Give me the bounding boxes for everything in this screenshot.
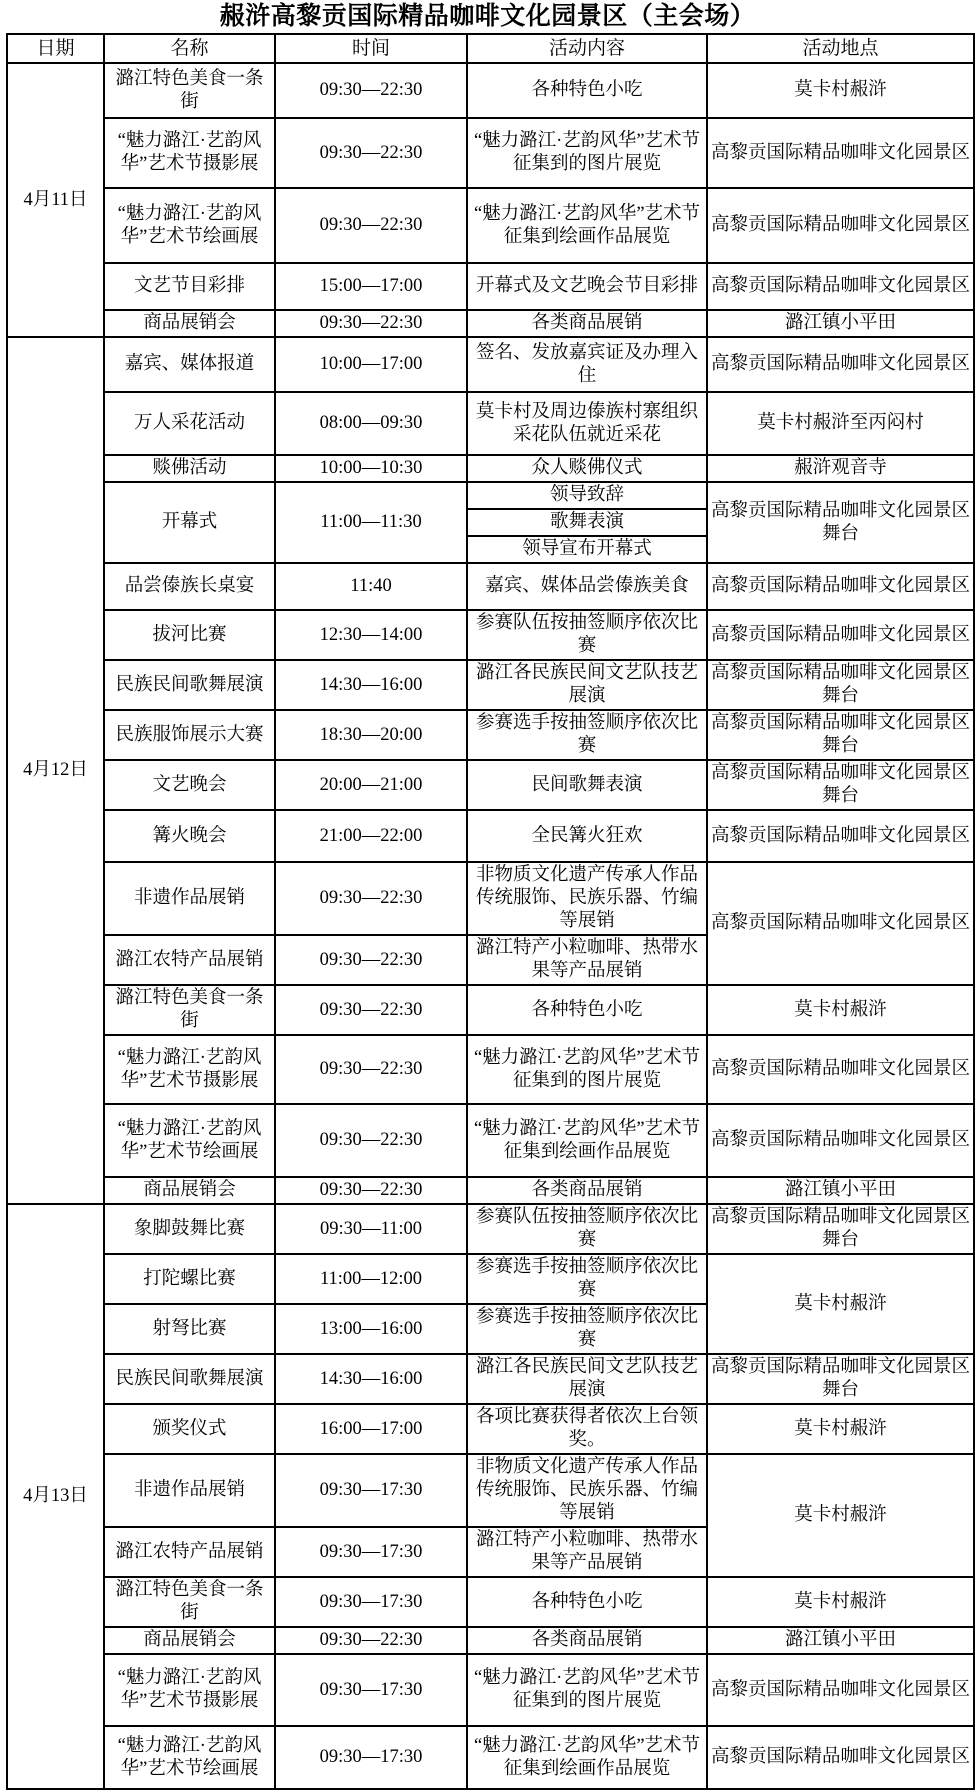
- time-cell: 09:30—22:30: [275, 862, 467, 935]
- location-cell: 莫卡村赧浒: [707, 985, 974, 1035]
- content-cell: 各类商品展销: [467, 310, 707, 337]
- time-cell: 12:30—14:00: [275, 610, 467, 660]
- location-cell: 莫卡村赧浒: [707, 1404, 974, 1454]
- name-cell: 打陀螺比赛: [104, 1254, 275, 1304]
- content-cell: 各种特色小吃: [467, 63, 707, 118]
- content-cell: 参赛选手按抽签顺序依次比赛: [467, 1304, 707, 1354]
- name-cell: “魅力潞江·艺韵风华”艺术节摄影展: [104, 118, 275, 188]
- table-row: [7, 310, 974, 337]
- content-cell: 各类商品展销: [467, 1627, 707, 1654]
- name-cell: 潞江农特产品展销: [104, 1527, 275, 1577]
- content-cell: 众人赕佛仪式: [467, 455, 707, 482]
- location-cell: 高黎贡国际精品咖啡文化园景区: [707, 1035, 974, 1104]
- name-cell: 文艺节目彩排: [104, 263, 275, 310]
- name-cell: 文艺晚会: [104, 760, 275, 810]
- name-cell: 射弩比赛: [104, 1304, 275, 1354]
- name-cell: 商品展销会: [104, 310, 275, 337]
- schedule-table-body: [7, 63, 974, 1789]
- table-row: [7, 760, 974, 810]
- time-cell: 09:30—22:30: [275, 985, 467, 1035]
- table-row: [7, 563, 974, 610]
- content-subcell: 领导宣布开幕式: [467, 536, 707, 563]
- table-row: [7, 455, 974, 482]
- location-cell: 高黎贡国际精品咖啡文化园景区: [707, 188, 974, 263]
- time-cell: 11:40: [275, 563, 467, 610]
- time-cell: 10:00—10:30: [275, 455, 467, 482]
- content-cell: “魅力潞江·艺韵风华”艺术节征集到绘画作品展览: [467, 188, 707, 263]
- name-cell: 品尝傣族长桌宴: [104, 563, 275, 610]
- col-header-time: 时间: [275, 34, 467, 63]
- table-row: [7, 1404, 974, 1454]
- location-cell: 高黎贡国际精品咖啡文化园景区: [707, 263, 974, 310]
- time-cell: 09:30—22:30: [275, 1627, 467, 1654]
- location-cell: 莫卡村赧浒: [707, 1454, 974, 1577]
- date-cell: 4月13日: [7, 1204, 104, 1789]
- time-cell: 09:30—11:00: [275, 1204, 467, 1254]
- location-cell: 赧浒观音寺: [707, 455, 974, 482]
- content-cell: “魅力潞江·艺韵风华”艺术节征集到的图片展览: [467, 1035, 707, 1104]
- time-cell: 14:30—16:00: [275, 1354, 467, 1404]
- content-cell: 潞江各民族民间文艺队技艺展演: [467, 1354, 707, 1404]
- content-cell: “魅力潞江·艺韵风华”艺术节征集到的图片展览: [467, 1654, 707, 1726]
- location-cell: 莫卡村赧浒: [707, 63, 974, 118]
- schedule-table: [6, 33, 975, 1790]
- content-cell: 签名、发放嘉宾证及办理入住: [467, 337, 707, 392]
- location-cell: 高黎贡国际精品咖啡文化园景区: [707, 610, 974, 660]
- name-cell: 篝火晚会: [104, 810, 275, 862]
- table-row: [7, 1577, 974, 1627]
- table-row: [7, 810, 974, 862]
- name-cell: 嘉宾、媒体报道: [104, 337, 275, 392]
- content-cell: “魅力潞江·艺韵风华”艺术节征集到绘画作品展览: [467, 1104, 707, 1177]
- content-cell: 潞江特产小粒咖啡、热带水果等产品展销: [467, 935, 707, 985]
- table-row: [7, 1726, 974, 1789]
- date-cell: 4月11日: [7, 63, 104, 337]
- name-cell: 潞江特色美食一条街: [104, 985, 275, 1035]
- location-cell: 高黎贡国际精品咖啡文化园景区: [707, 862, 974, 985]
- table-row: [7, 263, 974, 310]
- name-cell: 潞江农特产品展销: [104, 935, 275, 985]
- content-subcell: 歌舞表演: [467, 509, 707, 536]
- content-cell: 非物质文化遗产传承人作品传统服饰、民族乐器、竹编等展销: [467, 1454, 707, 1527]
- location-cell: 高黎贡国际精品咖啡文化园景区: [707, 337, 974, 392]
- location-cell: 潞江镇小平田: [707, 1177, 974, 1204]
- location-cell: 高黎贡国际精品咖啡文化园景区: [707, 810, 974, 862]
- time-cell: 09:30—22:30: [275, 188, 467, 263]
- location-cell: 高黎贡国际精品咖啡文化园景区: [707, 1654, 974, 1726]
- time-cell: 09:30—22:30: [275, 1035, 467, 1104]
- time-cell: 13:00—16:00: [275, 1304, 467, 1354]
- time-cell: 09:30—17:30: [275, 1726, 467, 1789]
- table-row: [7, 482, 974, 509]
- content-cell: 各类商品展销: [467, 1177, 707, 1204]
- content-cell: 非物质文化遗产传承人作品传统服饰、民族乐器、竹编等展销: [467, 862, 707, 935]
- table-row: [7, 1254, 974, 1304]
- schedule-table-header: [7, 34, 974, 63]
- time-cell: 15:00—17:00: [275, 263, 467, 310]
- col-header-location: 活动地点: [707, 34, 974, 63]
- time-cell: 09:30—17:30: [275, 1577, 467, 1627]
- table-row: [7, 862, 974, 935]
- content-cell: 各种特色小吃: [467, 1577, 707, 1627]
- content-cell: 莫卡村及周边傣族村寨组织采花队伍就近采花: [467, 392, 707, 455]
- page-title: 赧浒高黎贡国际精品咖啡文化园景区（主会场）: [219, 2, 756, 30]
- content-cell: 参赛选手按抽签顺序依次比赛: [467, 710, 707, 760]
- location-cell: 高黎贡国际精品咖啡文化园景区舞台: [707, 482, 974, 563]
- location-cell: 莫卡村赧浒至丙闷村: [707, 392, 974, 455]
- name-cell: “魅力潞江·艺韵风华”艺术节摄影展: [104, 1035, 275, 1104]
- time-cell: 08:00—09:30: [275, 392, 467, 455]
- location-cell: 高黎贡国际精品咖啡文化园景区: [707, 1104, 974, 1177]
- table-row: [7, 392, 974, 455]
- content-cell: 开幕式及文艺晚会节目彩排: [467, 263, 707, 310]
- time-cell: 09:30—22:30: [275, 1104, 467, 1177]
- location-cell: 潞江镇小平田: [707, 310, 974, 337]
- time-cell: 09:30—22:30: [275, 63, 467, 118]
- location-cell: 高黎贡国际精品咖啡文化园景区舞台: [707, 760, 974, 810]
- table-row: [7, 1354, 974, 1404]
- time-cell: 18:30—20:00: [275, 710, 467, 760]
- table-row: [7, 1204, 974, 1254]
- time-cell: 09:30—17:30: [275, 1454, 467, 1527]
- content-cell: 参赛队伍按抽签顺序依次比赛: [467, 1204, 707, 1254]
- table-row: [7, 610, 974, 660]
- table-row: [7, 1104, 974, 1177]
- location-cell: 莫卡村赧浒: [707, 1254, 974, 1354]
- location-cell: 潞江镇小平田: [707, 1627, 974, 1654]
- time-cell: 09:30—22:30: [275, 310, 467, 337]
- content-cell: 各项比赛获得者依次上台领奖。: [467, 1404, 707, 1454]
- name-cell: “魅力潞江·艺韵风华”艺术节摄影展: [104, 1654, 275, 1726]
- content-cell: “魅力潞江·艺韵风华”艺术节征集到绘画作品展览: [467, 1726, 707, 1789]
- col-header-name: 名称: [104, 34, 275, 63]
- name-cell: 颁奖仪式: [104, 1404, 275, 1454]
- table-row: [7, 1035, 974, 1104]
- date-cell: 4月12日: [7, 337, 104, 1204]
- name-cell: 民族民间歌舞展演: [104, 660, 275, 710]
- time-cell: 11:00—11:30: [275, 482, 467, 563]
- table-row: [7, 710, 974, 760]
- time-cell: 20:00—21:00: [275, 760, 467, 810]
- name-cell: 象脚鼓舞比赛: [104, 1204, 275, 1254]
- header-row: [7, 34, 974, 63]
- table-row: [7, 1627, 974, 1654]
- content-cell: 各种特色小吃: [467, 985, 707, 1035]
- time-cell: 09:30—17:30: [275, 1527, 467, 1577]
- table-row: [7, 1654, 974, 1726]
- content-cell: 嘉宾、媒体品尝傣族美食: [467, 563, 707, 610]
- name-cell: “魅力潞江·艺韵风华”艺术节绘画展: [104, 188, 275, 263]
- name-cell: 开幕式: [104, 482, 275, 563]
- content-cell: 潞江特产小粒咖啡、热带水果等产品展销: [467, 1527, 707, 1577]
- content-cell: 潞江各民族民间文艺队技艺展演: [467, 660, 707, 710]
- name-cell: 潞江特色美食一条街: [104, 1577, 275, 1627]
- col-header-content: 活动内容: [467, 34, 707, 63]
- name-cell: 民族民间歌舞展演: [104, 1354, 275, 1404]
- content-cell: 民间歌舞表演: [467, 760, 707, 810]
- table-row: [7, 118, 974, 188]
- content-subcell: 领导致辞: [467, 482, 707, 509]
- time-cell: 10:00—17:00: [275, 337, 467, 392]
- table-row: [7, 337, 974, 392]
- location-cell: 高黎贡国际精品咖啡文化园景区: [707, 563, 974, 610]
- content-cell: 参赛队伍按抽签顺序依次比赛: [467, 610, 707, 660]
- location-cell: 莫卡村赧浒: [707, 1577, 974, 1627]
- table-row: [7, 63, 974, 118]
- time-cell: 09:30—22:30: [275, 935, 467, 985]
- location-cell: 高黎贡国际精品咖啡文化园景区: [707, 1726, 974, 1789]
- table-row: [7, 660, 974, 710]
- time-cell: 09:30—17:30: [275, 1654, 467, 1726]
- time-cell: 14:30—16:00: [275, 660, 467, 710]
- name-cell: 拔河比赛: [104, 610, 275, 660]
- name-cell: 商品展销会: [104, 1627, 275, 1654]
- name-cell: 万人采花活动: [104, 392, 275, 455]
- name-cell: 非遗作品展销: [104, 862, 275, 935]
- content-cell: “魅力潞江·艺韵风华”艺术节征集到的图片展览: [467, 118, 707, 188]
- name-cell: 潞江特色美食一条街: [104, 63, 275, 118]
- content-cell: 全民篝火狂欢: [467, 810, 707, 862]
- location-cell: 高黎贡国际精品咖啡文化园景区舞台: [707, 660, 974, 710]
- table-row: [7, 188, 974, 263]
- time-cell: 21:00—22:00: [275, 810, 467, 862]
- col-header-date: 日期: [7, 34, 104, 63]
- table-row: [7, 985, 974, 1035]
- location-cell: 高黎贡国际精品咖啡文化园景区舞台: [707, 1204, 974, 1254]
- name-cell: 赕佛活动: [104, 455, 275, 482]
- location-cell: 高黎贡国际精品咖啡文化园景区: [707, 118, 974, 188]
- time-cell: 09:30—22:30: [275, 118, 467, 188]
- name-cell: 非遗作品展销: [104, 1454, 275, 1527]
- time-cell: 11:00—12:00: [275, 1254, 467, 1304]
- time-cell: 16:00—17:00: [275, 1404, 467, 1454]
- time-cell: 09:30—22:30: [275, 1177, 467, 1204]
- name-cell: 民族服饰展示大赛: [104, 710, 275, 760]
- name-cell: 商品展销会: [104, 1177, 275, 1204]
- table-row: [7, 1177, 974, 1204]
- location-cell: 高黎贡国际精品咖啡文化园景区舞台: [707, 710, 974, 760]
- table-row: [7, 1454, 974, 1527]
- name-cell: “魅力潞江·艺韵风华”艺术节绘画展: [104, 1726, 275, 1789]
- content-cell: 参赛选手按抽签顺序依次比赛: [467, 1254, 707, 1304]
- name-cell: “魅力潞江·艺韵风华”艺术节绘画展: [104, 1104, 275, 1177]
- location-cell: 高黎贡国际精品咖啡文化园景区舞台: [707, 1354, 974, 1404]
